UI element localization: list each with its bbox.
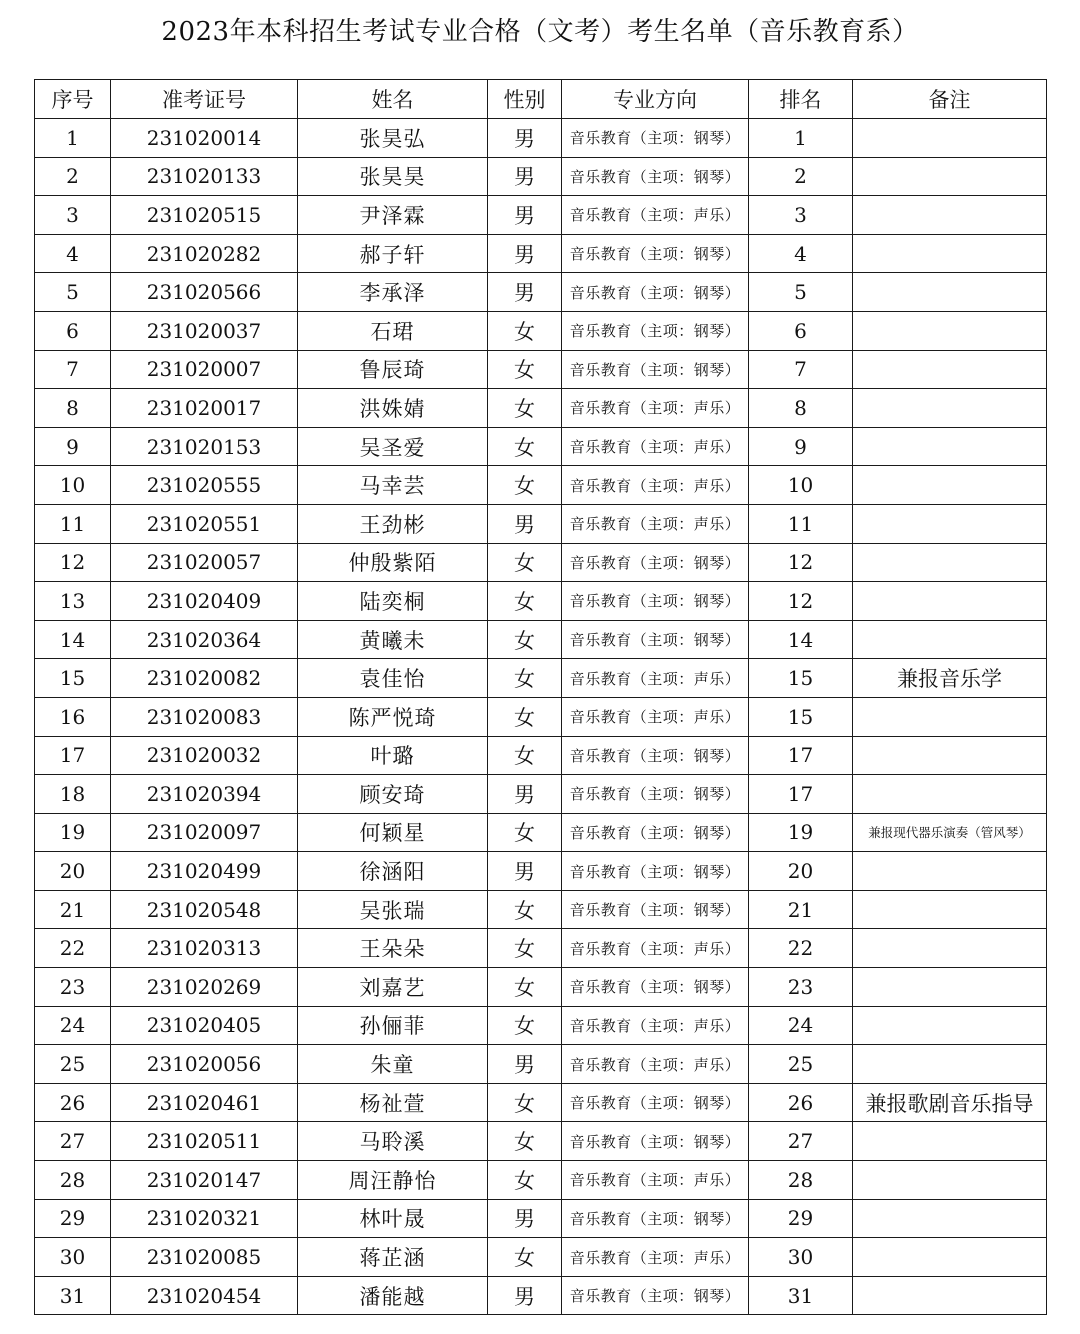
row-exam-id: 231020364 xyxy=(111,620,298,659)
row-sex: 男 xyxy=(488,196,562,235)
row-exam-id: 231020032 xyxy=(111,736,298,775)
row-note xyxy=(853,350,1047,389)
header-rank: 排名 xyxy=(749,80,853,119)
row-rank: 27 xyxy=(749,1122,853,1161)
row-exam-id: 231020499 xyxy=(111,852,298,891)
row-note xyxy=(853,582,1047,621)
row-name: 仲殷紫陌 xyxy=(298,543,488,582)
row-name: 陈严悦琦 xyxy=(298,697,488,736)
row-exam-id: 231020551 xyxy=(111,504,298,543)
table-row xyxy=(35,1238,1047,1277)
row-name: 袁佳怡 xyxy=(298,659,488,698)
row-note xyxy=(853,1045,1047,1084)
row-rank: 2 xyxy=(749,157,853,196)
row-seq: 2 xyxy=(35,157,111,196)
row-rank: 12 xyxy=(749,543,853,582)
table-row xyxy=(35,1122,1047,1161)
row-name: 王劲彬 xyxy=(298,504,488,543)
row-seq: 21 xyxy=(35,890,111,929)
row-note xyxy=(853,504,1047,543)
header-exam-id: 准考证号 xyxy=(111,80,298,119)
row-direction: 音乐教育（主项：钢琴） xyxy=(562,582,749,621)
row-exam-id: 231020313 xyxy=(111,929,298,968)
row-seq: 4 xyxy=(35,234,111,273)
row-note xyxy=(853,543,1047,582)
row-sex: 女 xyxy=(488,1161,562,1200)
row-sex: 女 xyxy=(488,427,562,466)
table-row xyxy=(35,620,1047,659)
row-sex: 女 xyxy=(488,350,562,389)
row-note: 兼报音乐学 xyxy=(853,659,1047,698)
row-name: 张昊弘 xyxy=(298,119,488,158)
row-seq: 18 xyxy=(35,775,111,814)
row-seq: 25 xyxy=(35,1045,111,1084)
row-direction: 音乐教育（主项：钢琴） xyxy=(562,350,749,389)
table-row xyxy=(35,929,1047,968)
row-rank: 20 xyxy=(749,852,853,891)
row-note xyxy=(853,1199,1047,1238)
row-exam-id: 231020515 xyxy=(111,196,298,235)
row-note xyxy=(853,929,1047,968)
row-rank: 17 xyxy=(749,736,853,775)
row-name: 顾安琦 xyxy=(298,775,488,814)
row-seq: 6 xyxy=(35,311,111,350)
table-row xyxy=(35,157,1047,196)
row-seq: 20 xyxy=(35,852,111,891)
table-row xyxy=(35,1083,1047,1122)
row-note xyxy=(853,775,1047,814)
row-rank: 21 xyxy=(749,890,853,929)
row-name: 吴张瑞 xyxy=(298,890,488,929)
row-exam-id: 231020321 xyxy=(111,1199,298,1238)
row-name: 吴圣爱 xyxy=(298,427,488,466)
row-seq: 16 xyxy=(35,697,111,736)
table-row xyxy=(35,659,1047,698)
row-exam-id: 231020511 xyxy=(111,1122,298,1161)
table-row xyxy=(35,813,1047,852)
table-row xyxy=(35,890,1047,929)
candidate-table xyxy=(34,79,1047,1315)
row-rank: 3 xyxy=(749,196,853,235)
row-rank: 29 xyxy=(749,1199,853,1238)
row-rank: 15 xyxy=(749,659,853,698)
row-exam-id: 231020083 xyxy=(111,697,298,736)
row-name: 周汪静怡 xyxy=(298,1161,488,1200)
row-seq: 31 xyxy=(35,1276,111,1315)
table-row xyxy=(35,119,1047,158)
row-note xyxy=(853,1006,1047,1045)
row-sex: 女 xyxy=(488,890,562,929)
row-exam-id: 231020147 xyxy=(111,1161,298,1200)
row-sex: 女 xyxy=(488,1122,562,1161)
row-direction: 音乐教育（主项：钢琴） xyxy=(562,1083,749,1122)
row-name: 叶璐 xyxy=(298,736,488,775)
row-note xyxy=(853,890,1047,929)
row-direction: 音乐教育（主项：声乐） xyxy=(562,929,749,968)
row-seq: 13 xyxy=(35,582,111,621)
row-exam-id: 231020269 xyxy=(111,968,298,1007)
row-rank: 12 xyxy=(749,582,853,621)
row-exam-id: 231020454 xyxy=(111,1276,298,1315)
header-seq: 序号 xyxy=(35,80,111,119)
row-direction: 音乐教育（主项：钢琴） xyxy=(562,1199,749,1238)
row-rank: 19 xyxy=(749,813,853,852)
row-seq: 19 xyxy=(35,813,111,852)
table-row xyxy=(35,543,1047,582)
table-row xyxy=(35,968,1047,1007)
row-sex: 男 xyxy=(488,504,562,543)
header-direction: 专业方向 xyxy=(562,80,749,119)
row-sex: 男 xyxy=(488,157,562,196)
row-rank: 1 xyxy=(749,119,853,158)
row-seq: 27 xyxy=(35,1122,111,1161)
row-name: 李承泽 xyxy=(298,273,488,312)
row-note: 兼报现代器乐演奏（管风琴） xyxy=(853,813,1047,852)
row-direction: 音乐教育（主项：声乐） xyxy=(562,1238,749,1277)
row-seq: 23 xyxy=(35,968,111,1007)
row-note xyxy=(853,852,1047,891)
row-rank: 10 xyxy=(749,466,853,505)
row-name: 马聆溪 xyxy=(298,1122,488,1161)
row-seq: 8 xyxy=(35,389,111,428)
row-exam-id: 231020409 xyxy=(111,582,298,621)
row-note xyxy=(853,273,1047,312)
row-seq: 17 xyxy=(35,736,111,775)
row-exam-id: 231020555 xyxy=(111,466,298,505)
row-sex: 男 xyxy=(488,1045,562,1084)
row-seq: 11 xyxy=(35,504,111,543)
row-note xyxy=(853,697,1047,736)
row-rank: 28 xyxy=(749,1161,853,1200)
row-name: 张昊昊 xyxy=(298,157,488,196)
header-note: 备注 xyxy=(853,80,1047,119)
row-note xyxy=(853,1276,1047,1315)
row-exam-id: 231020133 xyxy=(111,157,298,196)
row-name: 陆奕桐 xyxy=(298,582,488,621)
header-sex: 性别 xyxy=(488,80,562,119)
row-direction: 音乐教育（主项：钢琴） xyxy=(562,813,749,852)
row-note xyxy=(853,311,1047,350)
row-direction: 音乐教育（主项：钢琴） xyxy=(562,311,749,350)
row-name: 孙俪菲 xyxy=(298,1006,488,1045)
row-name: 蒋芷涵 xyxy=(298,1238,488,1277)
row-direction: 音乐教育（主项：钢琴） xyxy=(562,543,749,582)
row-rank: 5 xyxy=(749,273,853,312)
row-exam-id: 231020082 xyxy=(111,659,298,698)
table-row xyxy=(35,504,1047,543)
table-row xyxy=(35,736,1047,775)
row-direction: 音乐教育（主项：声乐） xyxy=(562,389,749,428)
row-sex: 男 xyxy=(488,852,562,891)
row-sex: 女 xyxy=(488,929,562,968)
row-note xyxy=(853,234,1047,273)
row-exam-id: 231020057 xyxy=(111,543,298,582)
table-row xyxy=(35,234,1047,273)
table-row xyxy=(35,466,1047,505)
row-name: 鲁辰琦 xyxy=(298,350,488,389)
row-direction: 音乐教育（主项：声乐） xyxy=(562,1006,749,1045)
row-seq: 28 xyxy=(35,1161,111,1200)
table-row xyxy=(35,389,1047,428)
row-direction: 音乐教育（主项：声乐） xyxy=(562,466,749,505)
row-rank: 7 xyxy=(749,350,853,389)
row-exam-id: 231020548 xyxy=(111,890,298,929)
table-row xyxy=(35,427,1047,466)
row-direction: 音乐教育（主项：声乐） xyxy=(562,659,749,698)
row-note xyxy=(853,1122,1047,1161)
row-exam-id: 231020405 xyxy=(111,1006,298,1045)
row-rank: 22 xyxy=(749,929,853,968)
row-sex: 男 xyxy=(488,119,562,158)
row-exam-id: 231020017 xyxy=(111,389,298,428)
row-sex: 男 xyxy=(488,234,562,273)
row-direction: 音乐教育（主项：钢琴） xyxy=(562,736,749,775)
row-note xyxy=(853,1238,1047,1277)
row-rank: 26 xyxy=(749,1083,853,1122)
row-rank: 14 xyxy=(749,620,853,659)
row-name: 郝子轩 xyxy=(298,234,488,273)
row-note xyxy=(853,620,1047,659)
row-sex: 女 xyxy=(488,620,562,659)
row-rank: 15 xyxy=(749,697,853,736)
row-name: 潘能越 xyxy=(298,1276,488,1315)
row-sex: 女 xyxy=(488,736,562,775)
row-note xyxy=(853,119,1047,158)
table-row xyxy=(35,775,1047,814)
row-seq: 7 xyxy=(35,350,111,389)
table-header-row xyxy=(35,80,1047,119)
row-exam-id: 231020394 xyxy=(111,775,298,814)
row-sex: 女 xyxy=(488,543,562,582)
table-row xyxy=(35,1199,1047,1238)
row-seq: 10 xyxy=(35,466,111,505)
row-exam-id: 231020097 xyxy=(111,813,298,852)
table-row xyxy=(35,1045,1047,1084)
row-sex: 女 xyxy=(488,1238,562,1277)
page-title: 2023年本科招生考试专业合格（文考）考生名单（音乐教育系） xyxy=(161,17,919,47)
row-direction: 音乐教育（主项：钢琴） xyxy=(562,620,749,659)
row-seq: 29 xyxy=(35,1199,111,1238)
row-direction: 音乐教育（主项：钢琴） xyxy=(562,1122,749,1161)
row-name: 王朵朵 xyxy=(298,929,488,968)
row-note xyxy=(853,427,1047,466)
row-direction: 音乐教育（主项：钢琴） xyxy=(562,1276,749,1315)
row-name: 黄曦未 xyxy=(298,620,488,659)
table-row xyxy=(35,311,1047,350)
row-rank: 6 xyxy=(749,311,853,350)
row-direction: 音乐教育（主项：钢琴） xyxy=(562,968,749,1007)
row-name: 石珺 xyxy=(298,311,488,350)
row-direction: 音乐教育（主项：钢琴） xyxy=(562,890,749,929)
row-seq: 9 xyxy=(35,427,111,466)
row-seq: 22 xyxy=(35,929,111,968)
row-direction: 音乐教育（主项：声乐） xyxy=(562,196,749,235)
row-direction: 音乐教育（主项：钢琴） xyxy=(562,234,749,273)
row-direction: 音乐教育（主项：钢琴） xyxy=(562,273,749,312)
row-sex: 女 xyxy=(488,813,562,852)
row-sex: 男 xyxy=(488,1199,562,1238)
row-note xyxy=(853,968,1047,1007)
row-direction: 音乐教育（主项：声乐） xyxy=(562,1161,749,1200)
row-rank: 25 xyxy=(749,1045,853,1084)
row-name: 尹泽霖 xyxy=(298,196,488,235)
row-exam-id: 231020282 xyxy=(111,234,298,273)
table-row xyxy=(35,196,1047,235)
row-name: 徐涵阳 xyxy=(298,852,488,891)
table-row xyxy=(35,1276,1047,1315)
row-name: 洪姝婧 xyxy=(298,389,488,428)
row-sex: 女 xyxy=(488,659,562,698)
row-note xyxy=(853,466,1047,505)
table-row xyxy=(35,582,1047,621)
row-seq: 1 xyxy=(35,119,111,158)
row-exam-id: 231020037 xyxy=(111,311,298,350)
row-seq: 15 xyxy=(35,659,111,698)
table-row xyxy=(35,1161,1047,1200)
table-row xyxy=(35,350,1047,389)
row-note: 兼报歌剧音乐指导 xyxy=(853,1083,1047,1122)
row-direction: 音乐教育（主项：钢琴） xyxy=(562,157,749,196)
row-direction: 音乐教育（主项：声乐） xyxy=(562,427,749,466)
row-rank: 17 xyxy=(749,775,853,814)
row-direction: 音乐教育（主项：钢琴） xyxy=(562,852,749,891)
row-sex: 女 xyxy=(488,1083,562,1122)
row-sex: 女 xyxy=(488,466,562,505)
row-exam-id: 231020014 xyxy=(111,119,298,158)
row-rank: 4 xyxy=(749,234,853,273)
row-sex: 女 xyxy=(488,389,562,428)
header-name: 姓名 xyxy=(298,80,488,119)
row-name: 何颖星 xyxy=(298,813,488,852)
row-direction: 音乐教育（主项：钢琴） xyxy=(562,775,749,814)
row-sex: 男 xyxy=(488,775,562,814)
row-direction: 音乐教育（主项：声乐） xyxy=(562,1045,749,1084)
row-rank: 23 xyxy=(749,968,853,1007)
row-name: 杨祉萱 xyxy=(298,1083,488,1122)
row-sex: 男 xyxy=(488,273,562,312)
row-rank: 8 xyxy=(749,389,853,428)
row-exam-id: 231020056 xyxy=(111,1045,298,1084)
row-exam-id: 231020007 xyxy=(111,350,298,389)
row-seq: 26 xyxy=(35,1083,111,1122)
row-seq: 12 xyxy=(35,543,111,582)
row-rank: 11 xyxy=(749,504,853,543)
row-exam-id: 231020566 xyxy=(111,273,298,312)
row-seq: 5 xyxy=(35,273,111,312)
row-note xyxy=(853,196,1047,235)
row-sex: 女 xyxy=(488,968,562,1007)
row-rank: 24 xyxy=(749,1006,853,1045)
row-direction: 音乐教育（主项：声乐） xyxy=(562,697,749,736)
row-note xyxy=(853,736,1047,775)
row-note xyxy=(853,1161,1047,1200)
table-row xyxy=(35,273,1047,312)
row-rank: 9 xyxy=(749,427,853,466)
row-sex: 女 xyxy=(488,311,562,350)
table-row xyxy=(35,1006,1047,1045)
table-row xyxy=(35,852,1047,891)
row-seq: 30 xyxy=(35,1238,111,1277)
row-sex: 女 xyxy=(488,1006,562,1045)
row-exam-id: 231020153 xyxy=(111,427,298,466)
row-exam-id: 231020085 xyxy=(111,1238,298,1277)
row-exam-id: 231020461 xyxy=(111,1083,298,1122)
row-name: 林叶晟 xyxy=(298,1199,488,1238)
row-seq: 24 xyxy=(35,1006,111,1045)
row-direction: 音乐教育（主项：钢琴） xyxy=(562,119,749,158)
row-seq: 14 xyxy=(35,620,111,659)
row-rank: 30 xyxy=(749,1238,853,1277)
row-sex: 男 xyxy=(488,1276,562,1315)
table-row xyxy=(35,697,1047,736)
row-name: 刘嘉艺 xyxy=(298,968,488,1007)
row-note xyxy=(853,389,1047,428)
row-name: 马幸芸 xyxy=(298,466,488,505)
row-sex: 女 xyxy=(488,582,562,621)
row-seq: 3 xyxy=(35,196,111,235)
row-direction: 音乐教育（主项：声乐） xyxy=(562,504,749,543)
row-name: 朱童 xyxy=(298,1045,488,1084)
row-note xyxy=(853,157,1047,196)
row-sex: 女 xyxy=(488,697,562,736)
table-body xyxy=(35,119,1047,1315)
row-rank: 31 xyxy=(749,1276,853,1315)
